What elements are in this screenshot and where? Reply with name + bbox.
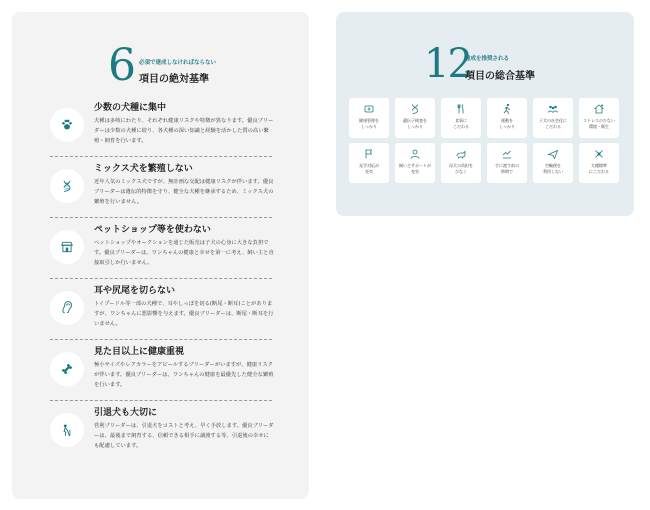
environment-icon: [593, 103, 605, 115]
airplane-icon: [547, 148, 559, 160]
overall-heading: 項目の総合基準: [465, 71, 535, 82]
tile-food: [441, 98, 481, 138]
tile-label: ストレスの少ない 環境・衛生: [583, 118, 615, 129]
absolute-heading: 項目の絶対基準: [139, 74, 209, 85]
absolute-count-number: 6: [108, 40, 134, 91]
divider: [50, 217, 272, 218]
tile-label: 運動を しっかり: [499, 118, 515, 129]
tile-label: 健康管理を しっかり: [359, 118, 379, 129]
item-title: ペットショップ等を使わない: [94, 225, 211, 235]
item-title: 引退犬も大切に: [94, 408, 158, 418]
exercise-icon: [501, 103, 513, 115]
tile-label: 犬種標準 にこだわる: [589, 163, 609, 174]
tile-label: 食事に こだわる: [453, 118, 469, 129]
tile-label: 飼い主サポートが 充実: [399, 163, 431, 174]
tile-label: 見学対応が 充実: [359, 163, 379, 174]
tile-label: 空輸便を 利用しない: [543, 163, 563, 174]
tile-environment: [579, 98, 619, 138]
item-text: 営利ブリーダーは、引退犬をコストと考え、早く手放します。優良ブリーダーは、最後まで飼育する、信頼できる相手に譲渡する等、引退後の幸せにも配慮しています。: [94, 423, 274, 449]
socialization-icon: [547, 103, 559, 115]
item-title: 少数の犬種に集中: [94, 103, 167, 113]
tile-airplane: [533, 143, 573, 183]
tile-health-check: [349, 98, 389, 138]
tile-label: 遺伝子検査を しっかり: [403, 118, 427, 129]
flag-icon: [363, 148, 375, 160]
tile-support: [395, 143, 435, 183]
item-text: 極小サイズやレアカラーをアピールするブリーダーがいますが、健康リスクが伴います。優良ブリーダーは、ワンちゃんの健康を最優先した健全な繁殖を行います。: [94, 362, 274, 388]
tile-visit: [349, 143, 389, 183]
list-item: [94, 285, 274, 329]
dna-icon: [50, 169, 84, 203]
list-item: [94, 102, 274, 146]
divider: [50, 156, 272, 157]
mother-dog-icon: [455, 148, 467, 160]
support-icon: [409, 148, 421, 160]
item-title: ミックス犬を繁殖しない: [94, 164, 193, 174]
tile-exercise: [487, 98, 527, 138]
shop-icon: [50, 230, 84, 264]
list-item: [94, 163, 274, 207]
ear-icon: [50, 291, 84, 325]
item-text: 犬種は多岐にわたり、それぞれ健康リスクや特徴が異なります。優良ブリーダーは少数の犬種に絞り、各犬種の深い知識と経験を活かした質の高い繁殖・飼育を行います。: [94, 118, 274, 144]
divider: [50, 278, 272, 279]
tile-label: 母犬の負担を 少なく: [449, 163, 473, 174]
tile-label: 手に渡す前の 時期で: [495, 163, 519, 174]
overall-count-number: 12: [424, 41, 471, 87]
tile-socialization: [533, 98, 573, 138]
tile-genetic-test: [395, 98, 435, 138]
senior-dog-icon: [50, 413, 84, 447]
divider: [50, 339, 272, 340]
bone-icon: [50, 352, 84, 386]
item-text: ペットショップやオークションを通じた販売は子犬の心身に大きな負担です。優良ブリーダーは、ワンちゃんの健康と幸せを第一に考え、飼い主と直接取引しか行いません。: [94, 240, 274, 266]
tile-standard: [579, 143, 619, 183]
list-item: [94, 407, 274, 451]
food-icon: [455, 103, 467, 115]
tile-label: 子犬の社会化に こだわる: [539, 118, 567, 129]
genetic-test-icon: [409, 103, 421, 115]
overall-subtitle: 達成を推奨される: [465, 56, 510, 62]
list-item: [94, 346, 274, 390]
standard-icon: [593, 148, 605, 160]
paw-icon: [50, 108, 84, 142]
divider: [50, 400, 272, 401]
health-check-icon: [363, 103, 375, 115]
list-item: [94, 224, 274, 268]
absolute-subtitle: 必須で達成しなければならない: [139, 60, 217, 66]
item-text: トイプードル等一部の犬種で、耳やしっぽを切る(断尾・断耳)ことがありますが、ワンちゃんに悪影響を与えます。優良ブリーダーは、断尾・断耳を行いません。: [94, 301, 274, 327]
item-title: 見た目以上に健康重視: [94, 347, 185, 357]
item-text: 近年人気のミックス犬ですが、無計画な交配は健康リスクが伴います。優良ブリーダーは遺伝的特徴を守り、健全な犬種を継承するため、ミックス犬の繁殖を行いません。: [94, 179, 274, 205]
tile-handover: [487, 143, 527, 183]
tile-mother-dog: [441, 143, 481, 183]
item-title: 耳や尻尾を切らない: [94, 286, 176, 296]
handover-icon: [501, 148, 513, 160]
